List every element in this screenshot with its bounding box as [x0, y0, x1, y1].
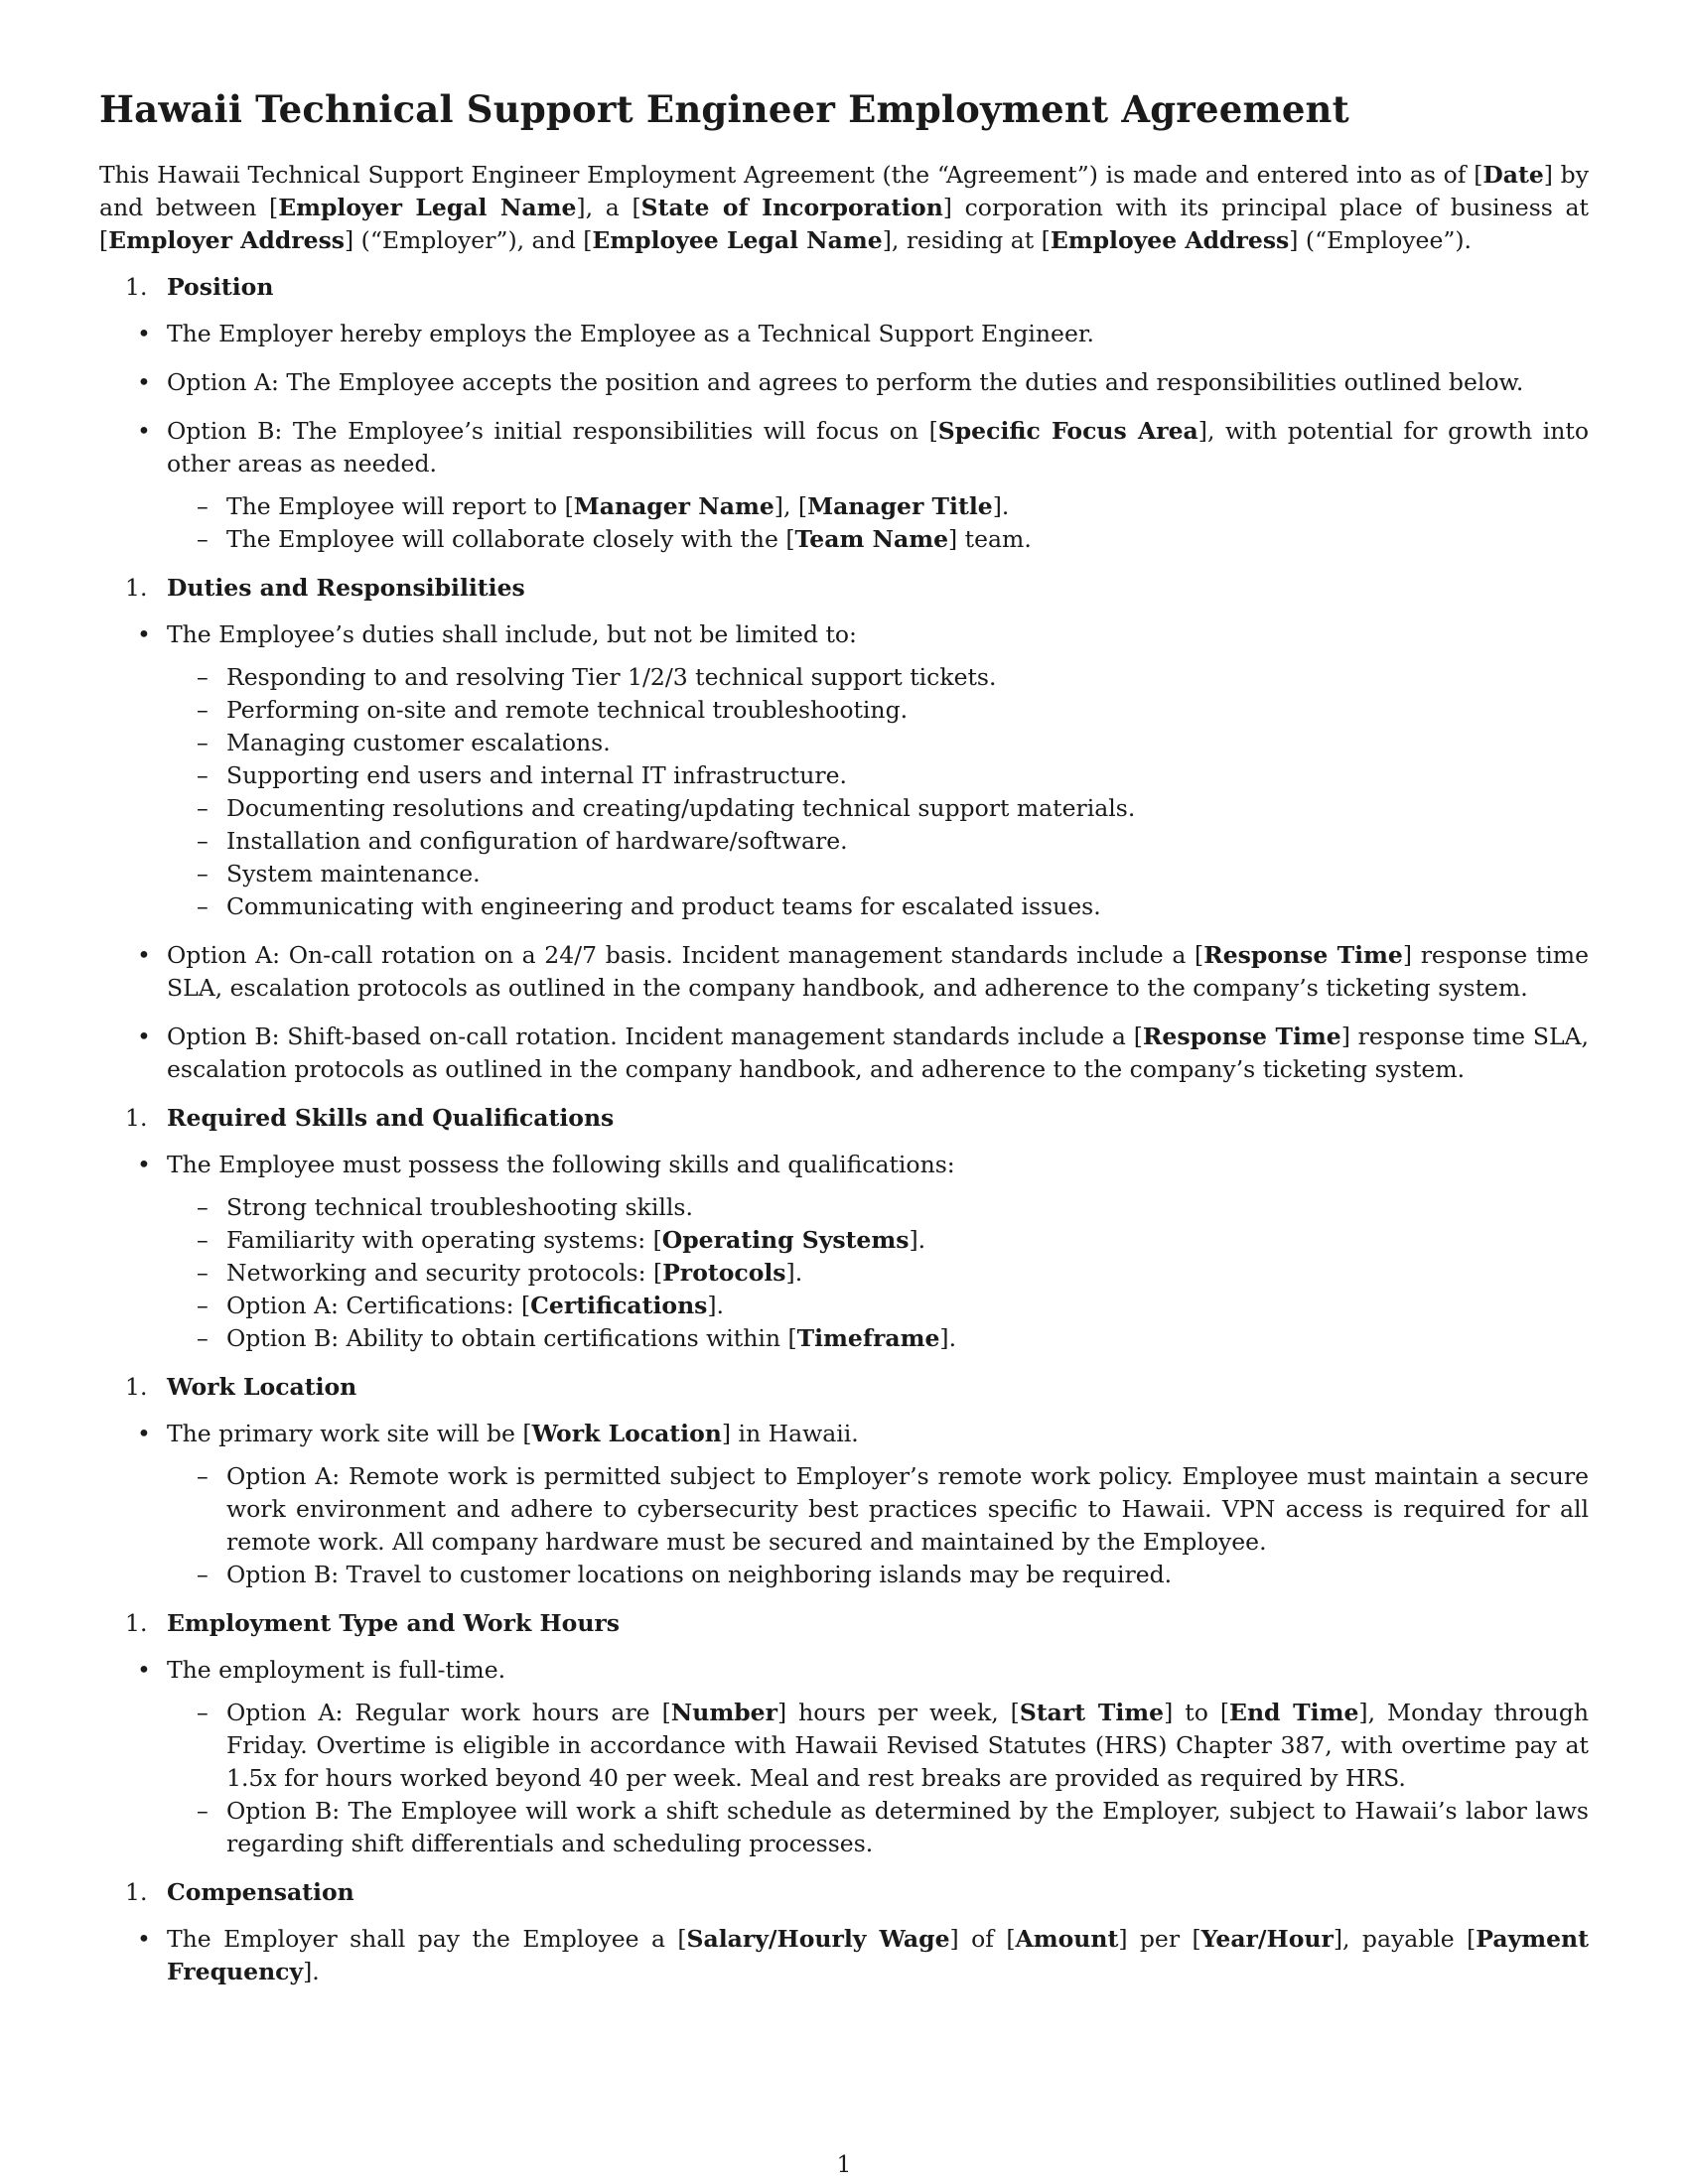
- list-item: • The Employee’s duties shall include, but not be limited to:: [137, 620, 857, 648]
- sub-list-item: – Documenting resolutions and creating/updating technical support materials.: [197, 794, 1136, 822]
- sub-list-item: – Option B: The Employee will work a shift schedule as determined by the Employer, subject to Hawaii’s labor laws regarding shift differentials and scheduling processes.: [197, 1797, 1589, 1857]
- section-heading-work-location: 1. Work Location: [125, 1373, 357, 1401]
- sub-list-item: – Strong technical troubleshooting skills.: [197, 1193, 693, 1221]
- document-title: Hawaii Technical Support Engineer Employment Agreement: [99, 87, 1349, 131]
- sub-list-item: – System maintenance.: [197, 860, 481, 887]
- list-item: • Option B: Shift-based on-call rotation. Incident management standards include a [Response Time] response time SLA, escalation protocols as outlined in the company handbook, and adherence to the company’s ticketing system.: [137, 1023, 1589, 1083]
- list-item: • Option A: The Employee accepts the position and agrees to perform the duties and responsibilities outlined below.: [137, 368, 1524, 396]
- sub-list: [99, 1460, 1589, 1591]
- section-heading-position: 1. Position: [125, 273, 274, 301]
- page-number: 1: [836, 2152, 852, 2178]
- sub-list-item: – Supporting end users and internal IT infrastructure.: [197, 761, 847, 789]
- sub-list: [99, 1191, 1589, 1355]
- sub-list-item: – Networking and security protocols: [Protocols].: [197, 1259, 803, 1287]
- list-item: • The Employee must possess the following skills and qualifications:: [137, 1151, 955, 1178]
- list-item: • The Employer hereby employs the Employee as a Technical Support Engineer.: [137, 320, 1094, 347]
- sub-list: [99, 1697, 1589, 1860]
- list-item: • The primary work site will be [Work Location] in Hawaii.: [137, 1420, 859, 1447]
- sub-list-item: – Option A: Regular work hours are [Number] hours per week, [Start Time] to [End Time], Monday through Friday. Overtime is eligible in accordance with Hawaii Revised Statutes (HRS) Chapter 387, with overtime pay at 1.5x for hours worked beyond 40 per week. Meal and rest breaks are provided as required by HRS.: [197, 1699, 1589, 1792]
- sub-list-item: – The Employee will collaborate closely with the [Team Name] team.: [197, 525, 1032, 553]
- sub-list-item: – Option A: Certifications: [Certifications].: [197, 1292, 725, 1319]
- list-item: • The employment is full-time.: [137, 1656, 506, 1684]
- sub-list-item: – Option B: Travel to customer locations on neighboring islands may be required.: [197, 1561, 1173, 1588]
- sub-list-item: – Communicating with engineering and product teams for escalated issues.: [197, 892, 1101, 920]
- intro-paragraph: This Hawaii Technical Support Engineer Employment Agreement (the “Agreement”) is made and entered into as of [Date] by and between [Employer Legal Name], a [State of Incorporation] corporation with its principal place of business at [Employer Address] (“Employer”), and [Employee Legal Name], residing at [Employee Address] (“Employee”).: [99, 161, 1589, 254]
- section-heading-compensation: 1. Compensation: [125, 1878, 354, 1906]
- section-heading-work-hours: 1. Employment Type and Work Hours: [125, 1609, 621, 1637]
- sub-list-item: – Option A: Remote work is permitted subject to Employer’s remote work policy. Employee must maintain a secure work environment and adhere to cybersecurity best practices specific to Hawaii. VPN access is required for all remote work. All company hardware must be secured and maintained by the Employee.: [197, 1462, 1589, 1556]
- document-page: [99, 87, 1589, 2004]
- list-item: • The Employer shall pay the Employee a [Salary/Hourly Wage] of [Amount] per [Year/Hour], payable [Payment Frequency].: [137, 1925, 1589, 1985]
- section-heading-duties: 1. Duties and Responsibilities: [125, 574, 525, 602]
- sub-list-item: – Option B: Ability to obtain certifications within [Timeframe].: [197, 1324, 957, 1352]
- sub-list-item: – Performing on-site and remote technical troubleshooting.: [197, 696, 909, 724]
- sub-list-item: – Familiarity with operating systems: [Operating Systems].: [197, 1226, 926, 1254]
- list-item: • Option B: The Employee’s initial responsibilities will focus on [Specific Focus Area], with potential for growth into other areas as needed.: [137, 417, 1589, 478]
- sub-list-item: – Managing customer escalations.: [197, 729, 611, 756]
- sub-list-item: – The Employee will report to [Manager Name], [Manager Title].: [197, 492, 1010, 520]
- sub-list-item: – Responding to and resolving Tier 1/2/3 technical support tickets.: [197, 663, 997, 691]
- list-item: • Option A: On-call rotation on a 24/7 basis. Incident management standards include a [Response Time] response time SLA, escalation protocols as outlined in the company handbook, and adherence to the company’s ticketing system.: [137, 941, 1589, 1002]
- sub-list-item: – Installation and configuration of hardware/software.: [197, 827, 848, 855]
- sub-list: [99, 490, 1589, 556]
- section-heading-skills: 1. Required Skills and Qualifications: [125, 1104, 615, 1132]
- sub-list: [99, 661, 1589, 923]
